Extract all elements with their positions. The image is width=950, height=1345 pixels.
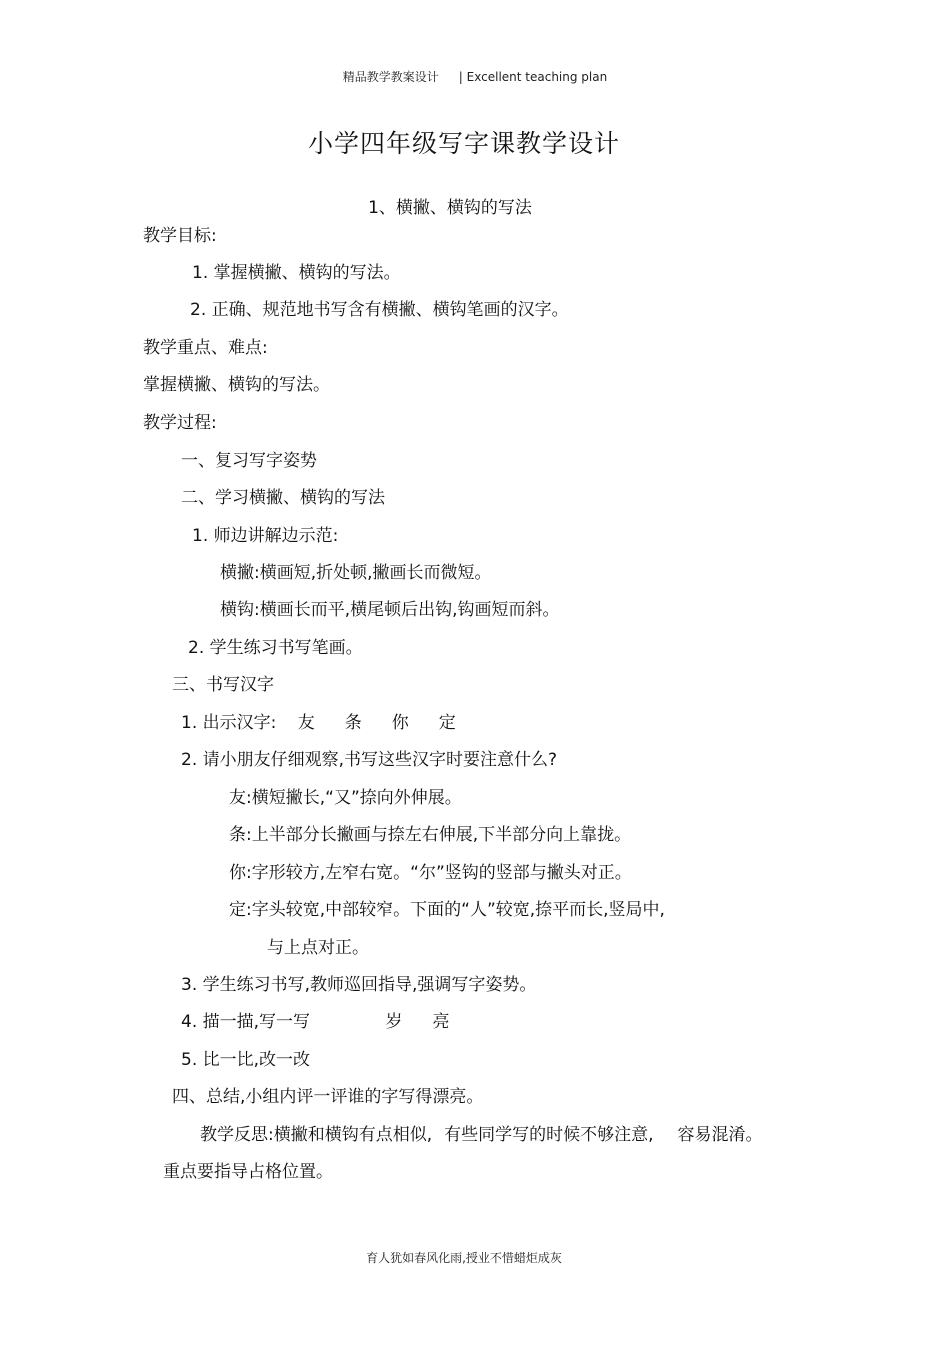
note-ding-cont: 与上点对正。 (267, 938, 369, 958)
page-header (0, 68, 950, 85)
note-ni: 你:字形较方,左窄右宽。“尔”竖钩的竖部与撇头对正。 (229, 863, 632, 883)
step-2-item-1: 1. 师边讲解边示范: (192, 526, 339, 546)
objective-2: 2. 正确、规范地书写含有横撇、横钩笔画的汉字。 (190, 300, 569, 320)
step-3-item-2: 2. 请小朋友仔细观察,书写这些汉字时要注意什么? (181, 750, 558, 770)
reflection-line-1 (200, 1124, 763, 1146)
reflection-part-3: 容易混淆。 (677, 1125, 763, 1145)
document-title: 小学四年级写字课教学设计 (307, 129, 620, 158)
reflection-line-2: 重点要指导占格位置。 (163, 1162, 333, 1182)
process-heading: 教学过程: (143, 413, 217, 433)
objective-1: 1. 掌握横撇、横钩的写法。 (192, 263, 401, 283)
step-2-item-2: 2. 学生练习书写笔画。 (188, 638, 363, 658)
reflection-part-2: 有些同学写的时候不够注意, (444, 1125, 654, 1145)
step-3-item-4 (181, 1011, 479, 1033)
section-subtitle: 1、横撇、横钩的写法 (368, 198, 532, 218)
keypoints-heading: 教学重点、难点: (143, 338, 268, 358)
stroke-henggou: 横钩:横画长而平,横尾顿后出钩,钩画短而斜。 (220, 600, 560, 620)
keypoints-text: 掌握横撇、横钩的写法。 (143, 375, 330, 395)
shown-characters (298, 713, 486, 733)
step-3: 三、书写汉字 (172, 675, 274, 695)
step-1: 一、复习写字姿势 (181, 451, 317, 471)
step-3-item-5: 5. 比一比,改一改 (181, 1050, 311, 1070)
trace-characters (385, 1012, 479, 1032)
char-ding: 定 (438, 713, 456, 733)
step-2: 二、学习横撇、横钩的写法 (181, 488, 385, 508)
header-left: 精品教学教案设计 (342, 70, 439, 84)
note-ding: 定:字头较宽,中部较窄。下面的“人”较宽,捺平而长,竖局中, (229, 900, 665, 920)
note-you: 友:横短撇长,“又”捺向外伸展。 (229, 788, 462, 808)
stroke-hengpie: 横撇:横画短,折处顿,撇画长而微短。 (220, 563, 492, 583)
char-tiao: 条 (344, 713, 362, 733)
char-you: 友 (297, 713, 315, 733)
step-3-item-1 (181, 712, 486, 734)
reflection-part-1: 教学反思:横撇和横钩有点相似, (200, 1125, 433, 1145)
char-sui: 岁 (385, 1012, 403, 1032)
page-footer: 育人犹如春风化雨,授业不惜蜡炬成灰 (366, 1251, 562, 1265)
trace-label: 4. 描一描,写一写 (181, 1012, 311, 1032)
char-liang: 亮 (432, 1012, 450, 1032)
note-tiao: 条:上半部分长撇画与捺左右伸展,下半部分向上靠拢。 (229, 825, 632, 845)
show-chars-label: 1. 出示汉字: (181, 713, 277, 733)
char-ni: 你 (391, 713, 409, 733)
step-4: 四、总结,小组内评一评谁的字写得漂亮。 (172, 1087, 484, 1107)
step-3-item-3: 3. 学生练习书写,教师巡回指导,强调写字姿势。 (181, 975, 537, 995)
objectives-heading: 教学目标: (143, 226, 217, 246)
header-right: | Excellent teaching plan (458, 70, 608, 84)
